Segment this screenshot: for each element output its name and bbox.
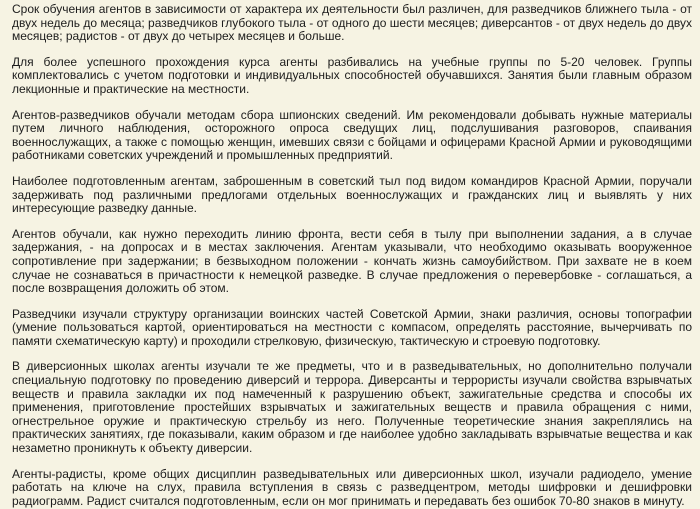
paragraph-radio-operators: Агенты-радисты, кроме общих дисциплин разведывательных или диверсионных школ, изучали радиодело, умение работать на ключе на слух, правила вступления в связь с разведцентром, методы шифровки и дешифровки радиограмм. Радист считался подготовленным, если он мог принимать и передавать без ошибок 70-80 знаков в минуту.	[12, 466, 692, 508]
paragraph-intelligence-methods: Агентов-разведчиков обучали методам сбора шпионских сведений. Им рекомендовали добывать нужные материалы путем личного наблюдения, осторожного опроса сведущих лиц, подслушивания разговоров, спаивания военнослужащих, а также с помощью женщин, имевших связи с бойцами и офицерами Красной Армии и руководящими работниками советских учреждений и промышленных предприятий.	[12, 107, 692, 163]
paragraph-trained-agents: Наиболее подготовленным агентам, заброшенным в советский тыл под видом командиров Красной Армии, поручали задерживать под различными предлогами отдельных военнослужащих и гражданских лиц и выявлять у них интересующие разведку данные.	[12, 173, 692, 216]
paragraph-front-line-crossing: Агентов обучали, как нужно переходить линию фронта, вести себя в тылу при выполнении задания, а в случае задержания, - на допросах и в местах заключения. Агентам указывали, что необходимо оказывать вооруженное сопротивление при задержании; в безвыходном положении - кончать жизнь самоубийством. При захвате не в коем случае не сознаваться в причастности к немецкой разведке. В случае предложения о перевербовке - соглашаться, а после возвращения доложить об этом.	[12, 226, 692, 296]
paragraph-scout-curriculum: Разведчики изучали структуру организации воинских частей Советской Армии, знаки различия, основы топографии (умение пользоваться картой, ориентироваться на местности с компасом, определять расстояние, вычерчивать по памяти схематическую карту) и проходили стрелковую, физическую, тактическую и строевую подготовку.	[12, 306, 692, 348]
paragraph-training-duration: Срок обучения агентов в зависимости от характера их деятельности был различен, для разведчиков ближнего тыла - от двух недель до месяца; разведчиков глубокого тыла - от одного до шести месяцев; диверсантов - от двух недель до двух месяцев; радистов - от двух до четырех месяцев и больше.	[12, 2, 692, 44]
paragraph-sabotage-schools: В диверсионных школах агенты изучали те же предметы, что и в разведывательных, но дополнительно получали специальную подготовку по проведению диверсий и террора. Диверсанты и террористы изучали свойства взрывчатых веществ и правила закладки их под намеченный к разрушению объект, зажигательные средства и способы их применения, приготовление простейших взрывчатых и зажигательных веществ и правила обращения с ними, огнестрельное оружие и практическую стрельбу из него. Полученные теоретические знания закреплялись на практических занятиях, где показывали, каким образом и где наиболее удобно закладывать взрывчатые вещества и как незаметно проникнуть к объекту диверсии.	[12, 359, 692, 456]
paragraph-study-groups: Для более успешного прохождения курса агенты разбивались на учебные группы по 5-20 человек. Группы комплектовались с учетом подготовки и индивидуальных способностей обучавшихся. Занятия были главным образом лекционные и практические на местности.	[12, 54, 692, 96]
